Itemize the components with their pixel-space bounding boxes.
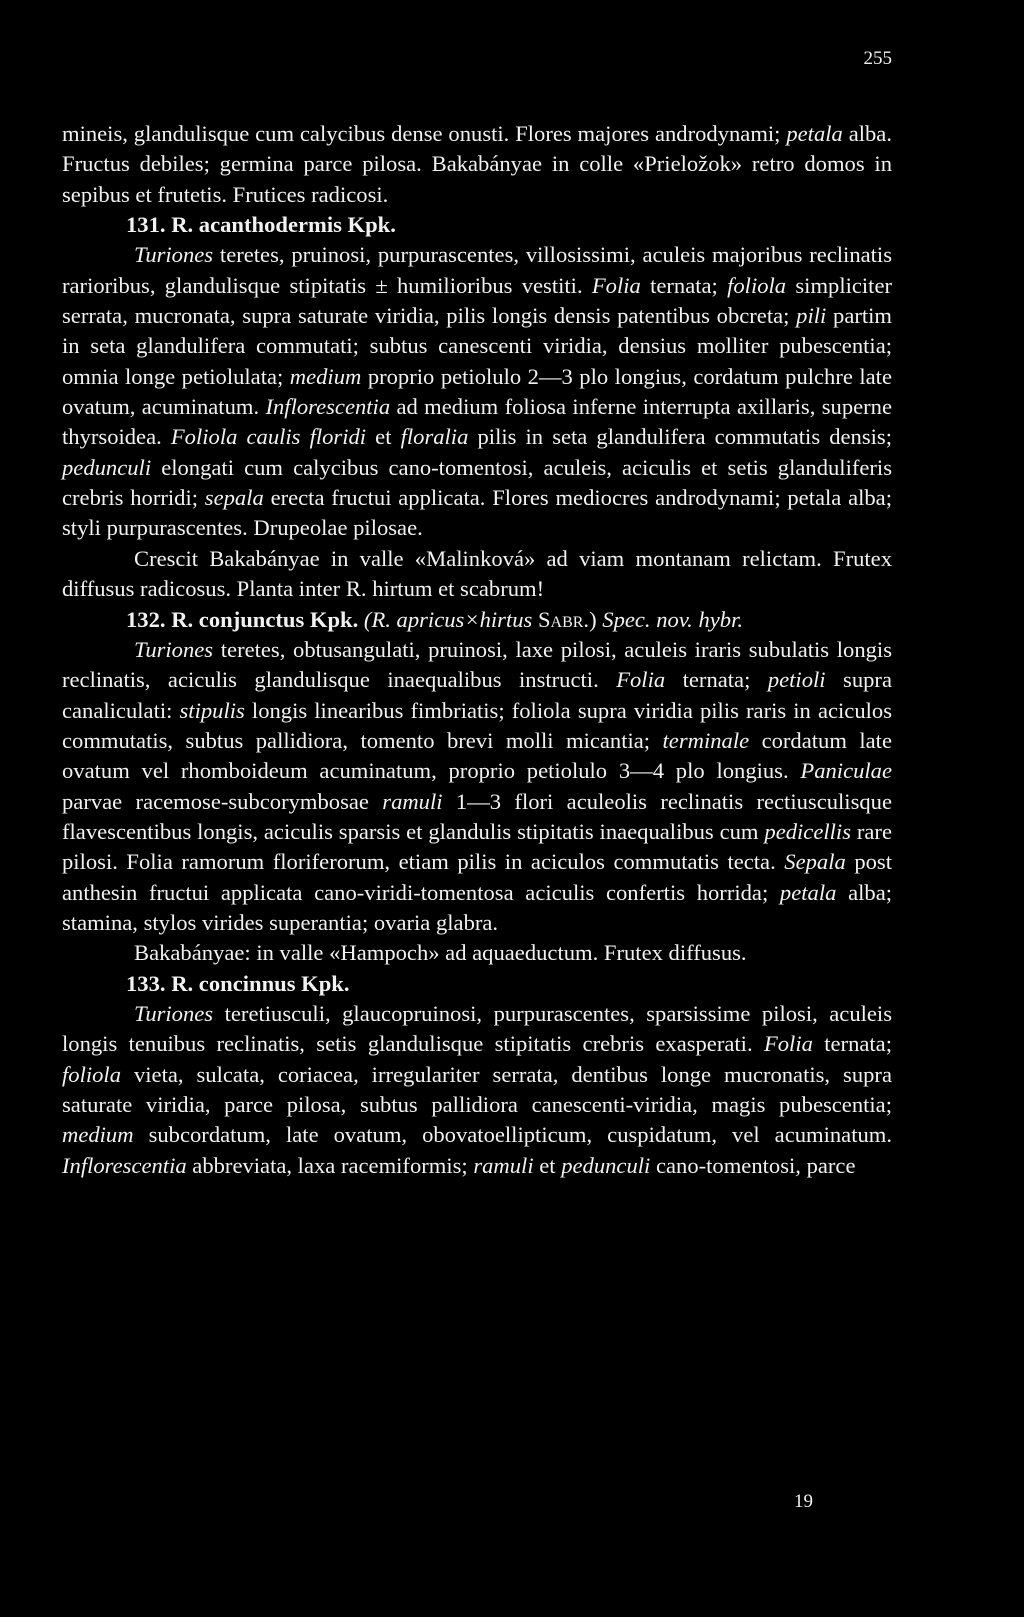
- text-run: abbreviata, laxa racemiformis;: [186, 1152, 474, 1178]
- text-run: subcordatum, late ovatum, obovatoellipticum, cuspidatum, vel acuminatum.: [133, 1122, 892, 1148]
- text-run: erecta fructui applicata. Flores mediocres androdynami; petala alba; styli purpurascentes. Drupeolae pilosae.: [62, 485, 892, 541]
- italic-term: Foliola caulis floridi: [170, 424, 367, 450]
- italic-term: sepala: [204, 485, 264, 511]
- text-run: cano-tomentosi, parce: [650, 1152, 856, 1178]
- italic-term: medium: [289, 363, 362, 389]
- text-run: post anthesin fructui applicata cano-viridi-tomentosa aciculis confertis horrida;: [62, 849, 892, 905]
- text-run: pilis in seta glandulifera commutatis densis;: [468, 424, 892, 450]
- text-run: mineis, glandulisque cum calycibus dense onusti. Flores majores androdynami;: [62, 121, 787, 146]
- italic-term: Inflorescentia: [62, 1152, 187, 1178]
- paragraph: [62, 635, 892, 938]
- italic-term: petioli: [767, 667, 826, 693]
- italic-term: pili: [796, 303, 827, 329]
- text-run: teretes, pruinosi, purpurascentes, villosissimi, aculeis majoribus reclinatis rarioribus, glandulisque stipitatis ± humilioribus vestiti.: [62, 242, 892, 298]
- text-run: proprio petiolulo 2—3 plo longius, cordatum pulchre late ovatum, acuminatum.: [62, 363, 892, 420]
- text-run: alba; stamina, stylos virides superantia; ovaria glabra.: [62, 879, 892, 935]
- italic-term: Turiones: [134, 1000, 214, 1026]
- text-run: Bakabányae: in valle «Hampoch» ad aquaeductum. Frutex diffusus.: [134, 940, 747, 966]
- species-heading: [62, 605, 892, 635]
- text-run: teretes, obtusangulati, pruinosi, laxe pilosi, aculeis iraris subulatis longis reclinatis, aciculis glandulisque inaequalibus instructi.: [62, 636, 892, 693]
- italic-term: terminale: [662, 727, 750, 753]
- text-run: 1—3 flori aculeolis reclinatis rectiusculisque flavescentibus longis, aciculis sparsis et glandulis stipitatis inaequalibus cum: [62, 788, 892, 844]
- text-run: Sabr.: [537, 606, 590, 632]
- text-run: simpliciter serrata, mucronata, supra saturate viridia, pilis longis densis patentibus obcreta;: [62, 272, 893, 329]
- italic-term: stipulis: [179, 697, 245, 723]
- italic-term: foliola: [727, 272, 787, 298]
- italic-term: Turiones: [134, 636, 214, 662]
- text-run: ternata;: [665, 667, 768, 693]
- species-heading: [62, 210, 892, 240]
- paragraph: [62, 240, 892, 543]
- italic-term: Paniculae: [800, 758, 892, 784]
- paragraph: [62, 999, 892, 1181]
- text-run: rare pilosi. Folia ramorum floriferorum, etiam pilis in aciculos commutatis tecta.: [62, 818, 892, 875]
- text-run: longis linearibus fimbriatis; foliola supra viridia pilis raris in aciculos commutatis, subtus pallidiora, tomento brevi molli micantia;: [62, 697, 892, 753]
- text-run: cordatum late ovatum vel rhomboideum acuminatum, proprio petiolulo 3—4 plo longius.: [62, 727, 892, 784]
- italic-term: Sepala: [784, 849, 846, 875]
- text-run: ternata;: [640, 272, 728, 298]
- italic-term: medium: [62, 1122, 134, 1148]
- text-run: ternata;: [812, 1031, 892, 1057]
- paragraph: [62, 544, 892, 605]
- text-run: parvae racemose-subcorymbosae: [62, 788, 383, 814]
- text-run: ad medium foliosa inferne interrupta axillaris, superne thyrsoidea.: [62, 394, 892, 450]
- signature-mark: 19: [794, 1491, 813, 1512]
- italic-term: (R. apricus×hirtus: [363, 606, 538, 632]
- text-run: 133. R. concinnus Kpk.: [126, 970, 350, 996]
- italic-term: foliola: [62, 1061, 121, 1087]
- text-run: supra canaliculati:: [62, 667, 892, 723]
- italic-term: Turiones: [134, 242, 214, 268]
- italic-term: pedunculi: [62, 454, 152, 480]
- italic-term: Spec. nov. hybr.: [602, 606, 744, 632]
- italic-term: Inflorescentia: [265, 394, 391, 420]
- text-run: ): [589, 606, 603, 632]
- page-number: 255: [863, 48, 892, 69]
- species-heading: [62, 969, 892, 999]
- italic-term: Folia: [763, 1031, 813, 1057]
- italic-term: petala: [786, 121, 843, 146]
- italic-term: floralia: [400, 424, 469, 450]
- text-run: et: [533, 1152, 562, 1178]
- italic-term: Folia: [616, 667, 666, 693]
- text-run: teretiusculi, glaucopruinosi, purpurascentes, sparsissime pilosi, aculeis longis tenuibus reclinatis, setis glandulisque stipitatis crebris exasperati.: [62, 1000, 892, 1057]
- text-run: 132. R. conjunctus Kpk.: [126, 606, 364, 632]
- body-text: [62, 119, 892, 1181]
- text-run: elongati cum calycibus cano-tomentosi, aculeis, aciculis et setis glanduliferis crebris horridi;: [62, 454, 892, 511]
- text-run: partim in seta glandulifera commutati; subtus canescenti viridia, densius molliter pubescentia; omnia longe petiolulata;: [62, 303, 892, 389]
- text-run: vieta, sulcata, coriacea, irregulariter serrata, dentibus longe mucronatis, supra saturate viridia, parce pilosa, subtus pallidiora canescenti-viridia, magis pubescentia;: [62, 1061, 892, 1117]
- text-run: Crescit Bakabányae in valle «Malinková» ad viam montanam relictam. Frutex diffusus radicosus. Planta inter R. hirtum et scabrum!: [62, 545, 892, 602]
- text-run: 131. R. acanthodermis Kpk.: [126, 212, 396, 238]
- paragraph: [62, 938, 892, 968]
- italic-term: pedicellis: [764, 818, 851, 844]
- italic-term: Folia: [591, 272, 641, 298]
- text-run: alba. Fructus debiles; germina parce pilosa. Bakabányae in colle «Prieložok» retro domos in sepibus et frutetis. Frutices radicosi.: [62, 121, 892, 207]
- italic-term: petala: [779, 879, 837, 905]
- italic-term: ramuli: [382, 788, 443, 814]
- text-run: et: [366, 424, 401, 450]
- italic-term: ramuli: [473, 1152, 534, 1178]
- italic-term: pedunculi: [561, 1152, 651, 1178]
- paragraph: [62, 119, 892, 210]
